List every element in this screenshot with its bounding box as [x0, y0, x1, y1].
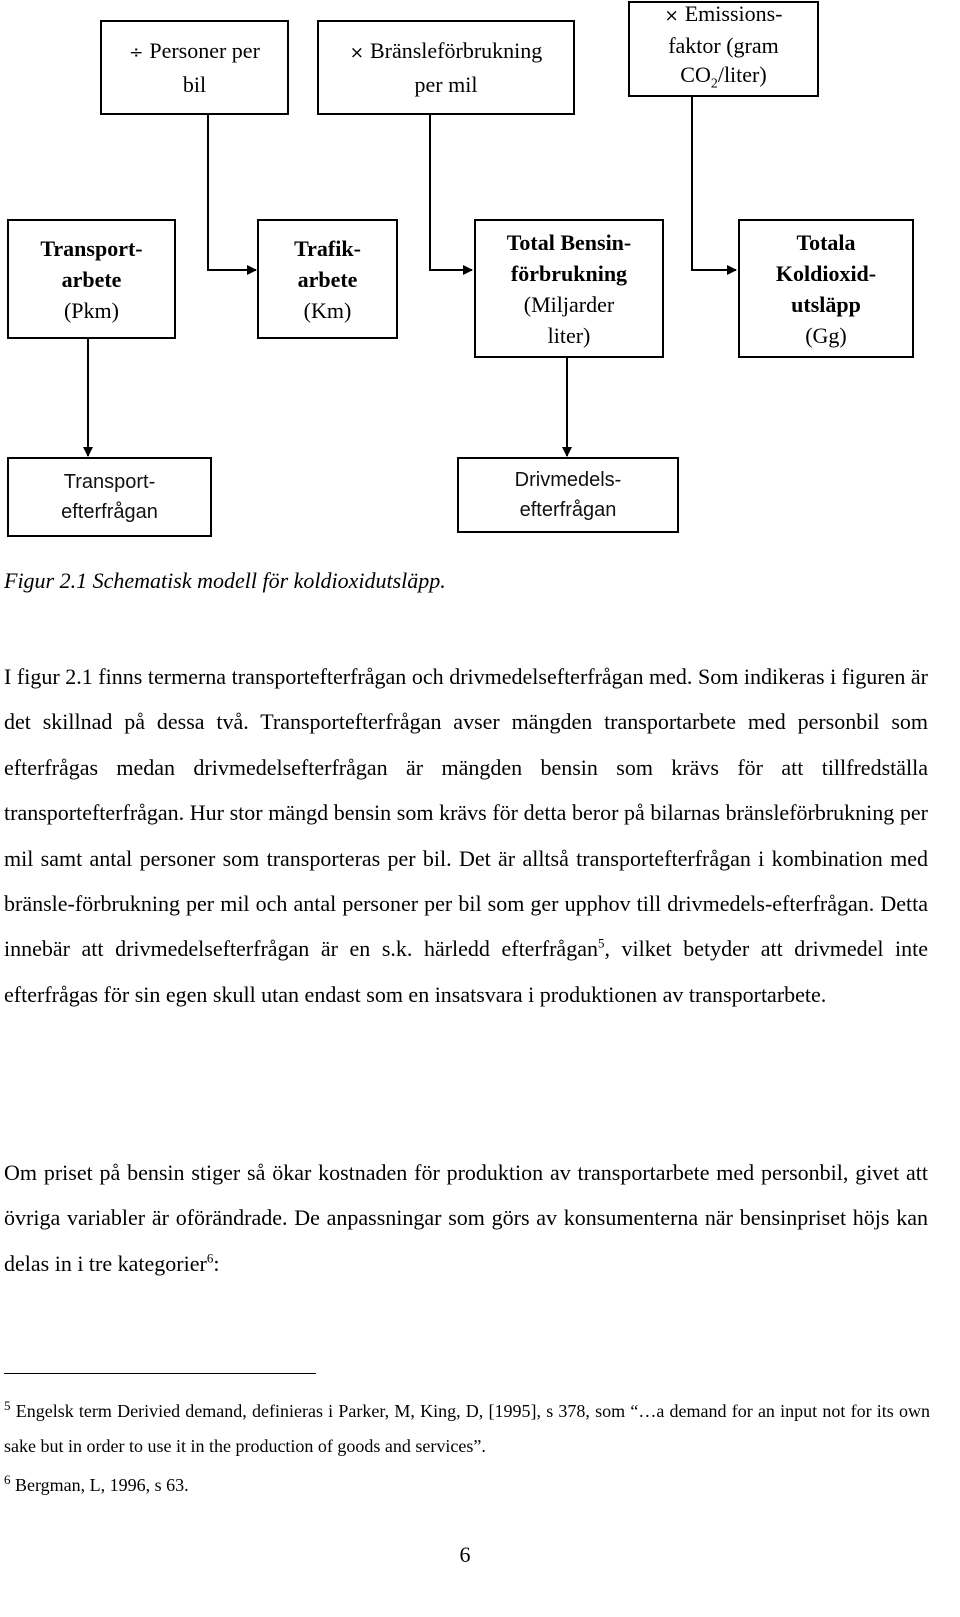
footnote-ref-5: 5 — [597, 936, 605, 952]
box-bransleforbrukning: × Bränsleförbrukning per mil — [317, 20, 575, 115]
footnote-6: $^6$ Bergman, L, 1996, s 63. — [4, 1472, 189, 1495]
footnote-ref-6: 6 — [206, 1250, 214, 1266]
connector-emission — [692, 96, 736, 270]
connector-bransle — [430, 114, 472, 270]
box-personer-per-bil: ÷ Personer per bil — [100, 20, 289, 115]
footnote-separator — [4, 1373, 316, 1374]
body-paragraph-2: Om priset på bensin stiger så ökar kostnaden för produktion av transportarbete med personbil, givet att övriga variabler är oförändrade. De anpassningar som görs av konsumenterna när bensinpriset höjs kan delas in i tre kategorier$^6$: — [4, 1160, 928, 1276]
multiply-icon: × — [664, 6, 679, 27]
box-emissionsfaktor: × Emissions- faktor (gram $CO_2/liter$) — [628, 1, 819, 97]
box-transportefterfragan: Transport- efterfrågan — [7, 457, 212, 537]
body-paragraph-1: I figur 2.1 finns termerna transportefterfrågan och drivmedelsefterfrågan med. Som indikeras i figuren är det skillnad på dessa två. Transportefterfrågan avser mängden transportarbete med personbil som efterfrågas medan drivmedelsefterfrågan är mängden bensin som krävs för att tillfredställa transportefterfrågan. Hur stor mängd bensin som krävs för detta beror på bilarnas bränsleförbrukning per mil samt antal personer som transporteras per bil. Det är alltså transportefterfrågan i kombination med bränsle-förbrukning per mil och antal personer per bil som ger upphov till drivmedels-efterfrågan. Detta innebär att drivmedelsefterfrågan är en s.k. härledd efterfrågan$^5$, vilket betyder att drivmedel inte efterfrågas för sin egen skull utan endast som en insatsvara i produktionen av transportarbete. — [4, 664, 929, 1007]
box-totala-koldioxidutslapp: Totala Koldioxid- utsläpp (Gg) — [738, 219, 914, 358]
figure-caption: Figur 2.1 Schematisk modell för koldioxidutsläpp. — [4, 568, 446, 593]
box-trafikarbete: Trafik- arbete (Km) — [257, 219, 398, 339]
box-transportarbete: Transport- arbete (Pkm) — [7, 219, 176, 339]
box-total-bensinforbrukning: Total Bensin- förbrukning (Miljarder liter) — [474, 219, 664, 358]
footnote-5: $^5$ Engelsk term Derivied demand, definieras i Parker, M, King, D, [1995], s 378, som “…a demand for an input not for its own sake but in order to use it in the production of goods and services”. — [4, 1398, 930, 1456]
multiply-icon: × — [349, 43, 364, 63]
divide-icon: ÷ — [129, 43, 144, 63]
box-drivmedelsefterfragan: Drivmedels- efterfrågan — [457, 457, 679, 533]
connector-personer — [208, 114, 256, 270]
page-number: 6 — [459, 1542, 471, 1567]
